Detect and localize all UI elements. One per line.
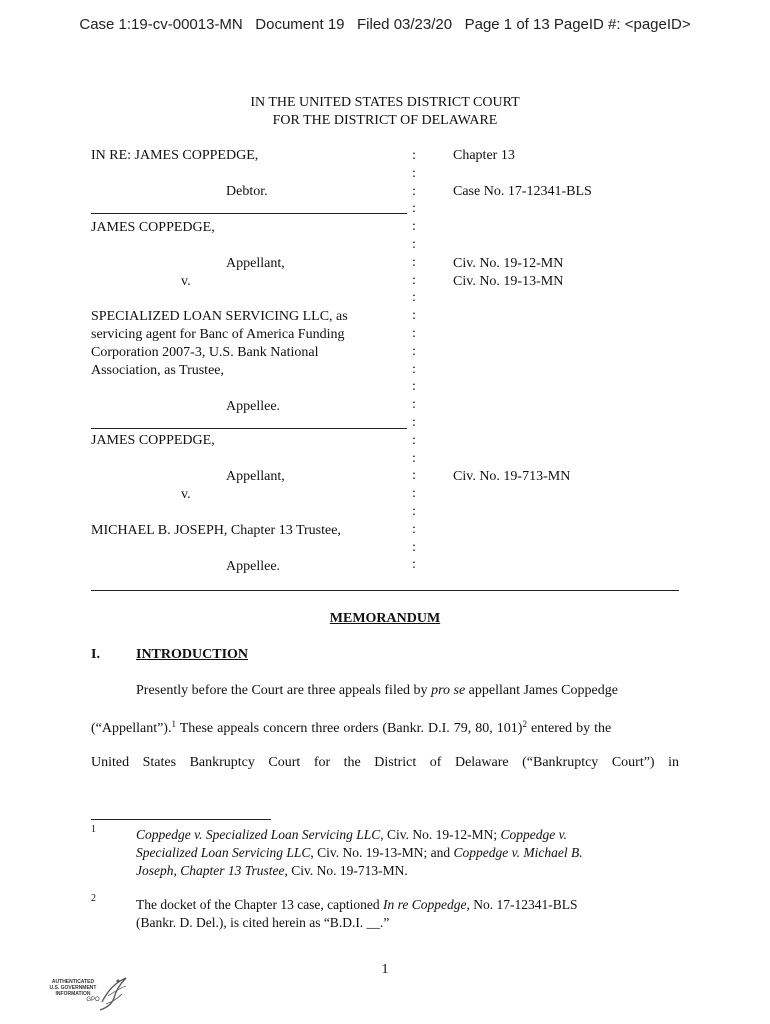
- footnote-line: (Bankr. D. Del.), is cited herein as “B.D.I. __.”: [136, 915, 390, 930]
- civil-case-number: Civ. No. 19-13-MN: [453, 274, 564, 289]
- footnote-ref: 1: [171, 719, 176, 729]
- appellant-label: Appellant,: [226, 469, 285, 484]
- caption-colon: :: [412, 219, 416, 235]
- caption-colon: :: [412, 290, 416, 306]
- appellee-name-line: servicing agent for Banc of America Funding: [91, 327, 345, 342]
- caption-colon: :: [412, 539, 416, 555]
- body-paragraph-line: Presently before the Court are three appeals filed by pro se appellant James Coppedge: [136, 683, 618, 698]
- caption-divider: [91, 428, 407, 429]
- caption-colon: :: [412, 254, 416, 270]
- court-name-line-2: FOR THE DISTRICT OF DELAWARE: [272, 113, 498, 128]
- caption-colon: :: [412, 326, 416, 341]
- caption-colon: :: [412, 521, 416, 537]
- case-header: [0, 16, 770, 33]
- caption-colon: :: [412, 397, 416, 413]
- caption-colon: :: [412, 468, 416, 484]
- chapter-label: Chapter 13: [453, 148, 515, 163]
- caption-colon: :: [412, 237, 416, 252]
- footnote-line: Joseph, Chapter 13 Trustee, Civ. No. 19-713-MN.: [136, 863, 408, 878]
- appellant-name: JAMES COPPEDGE,: [91, 220, 215, 235]
- body-paragraph-line: United States Bankruptcy Court for the District of Delaware (“Bankruptcy Court”) in: [91, 755, 679, 770]
- caption-colon: :: [412, 148, 416, 163]
- debtor-label: Debtor.: [226, 184, 268, 199]
- caption-colon: :: [412, 201, 416, 217]
- caption-colon: :: [412, 183, 416, 199]
- case-number: Case 1:19-cv-00013-MN: [79, 16, 243, 33]
- caption-colon: :: [412, 486, 416, 502]
- section-title: INTRODUCTION: [136, 647, 249, 662]
- footnote-line: Coppedge v. Specialized Loan Servicing LLC, Civ. No. 19-12-MN; Coppedge v.: [136, 827, 567, 842]
- footnote-line: The docket of the Chapter 13 case, captioned In re Coppedge, No. 17-12341-BLS: [136, 897, 578, 912]
- civil-case-number: Civ. No. 19-713-MN: [453, 469, 571, 484]
- page-number: 1: [381, 962, 389, 977]
- appellant-name: JAMES COPPEDGE,: [91, 433, 215, 448]
- versus-label: v.: [181, 487, 191, 502]
- eagle-icon: [42, 972, 130, 1016]
- caption-colon: :: [412, 379, 416, 395]
- footnote-number: 2: [91, 893, 96, 904]
- in-re-line: IN RE: JAMES COPPEDGE,: [91, 148, 259, 163]
- civil-case-number: Civ. No. 19-12-MN: [453, 256, 564, 271]
- appellee-label: Appellee.: [226, 399, 281, 414]
- caption-colon: :: [412, 165, 416, 181]
- appellee-name: MICHAEL B. JOSEPH, Chapter 13 Trustee,: [91, 523, 341, 538]
- caption-bottom-rule: [91, 590, 679, 591]
- footnote-ref: 2: [522, 719, 527, 729]
- caption-colon: :: [412, 308, 416, 324]
- document-number: Document 19: [255, 16, 345, 33]
- caption-colon: :: [412, 450, 416, 466]
- caption-colon: :: [412, 272, 416, 288]
- appellee-name-line: Corporation 2007-3, U.S. Bank National: [91, 345, 319, 360]
- page-indicator: Page 1 of 13 PageID #: <pageID>: [464, 16, 691, 33]
- appellant-label: Appellant,: [226, 256, 285, 271]
- court-name-line-1: IN THE UNITED STATES DISTRICT COURT: [250, 95, 520, 110]
- section-number: I.: [91, 647, 100, 662]
- gpo-seal-logo: AUTHENTICATED U.S. GOVERNMENT INFORMATION GPO: [42, 972, 130, 1016]
- footnote-line: Specialized Loan Servicing LLC, Civ. No. 19-13-MN; and Coppedge v. Michael B.: [136, 845, 583, 860]
- appellee-label: Appellee.: [226, 559, 281, 574]
- caption-colon: :: [412, 343, 416, 359]
- versus-label: v.: [181, 274, 191, 289]
- caption-colon: :: [412, 504, 416, 519]
- caption-colon: :: [412, 415, 416, 430]
- caption-divider: [91, 213, 407, 214]
- caption-colon: :: [412, 557, 416, 573]
- appellee-name-line: Association, as Trustee,: [91, 363, 224, 378]
- footnote-number: 1: [91, 824, 96, 835]
- caption-colon: :: [412, 432, 416, 448]
- footnote-separator: [91, 819, 271, 820]
- bankruptcy-case-number: Case No. 17-12341-BLS: [453, 184, 592, 199]
- appellee-name-line: SPECIALIZED LOAN SERVICING LLC, as: [91, 309, 348, 324]
- filed-date: Filed 03/23/20: [357, 16, 453, 33]
- caption-colon: :: [412, 361, 416, 377]
- body-paragraph-line: (“Appellant”).$^1$ These appeals concern three orders (Bankr. D.I. 79, 80, 101)$^2$ entered by the: [91, 719, 612, 736]
- memorandum-title: MEMORANDUM: [329, 611, 441, 626]
